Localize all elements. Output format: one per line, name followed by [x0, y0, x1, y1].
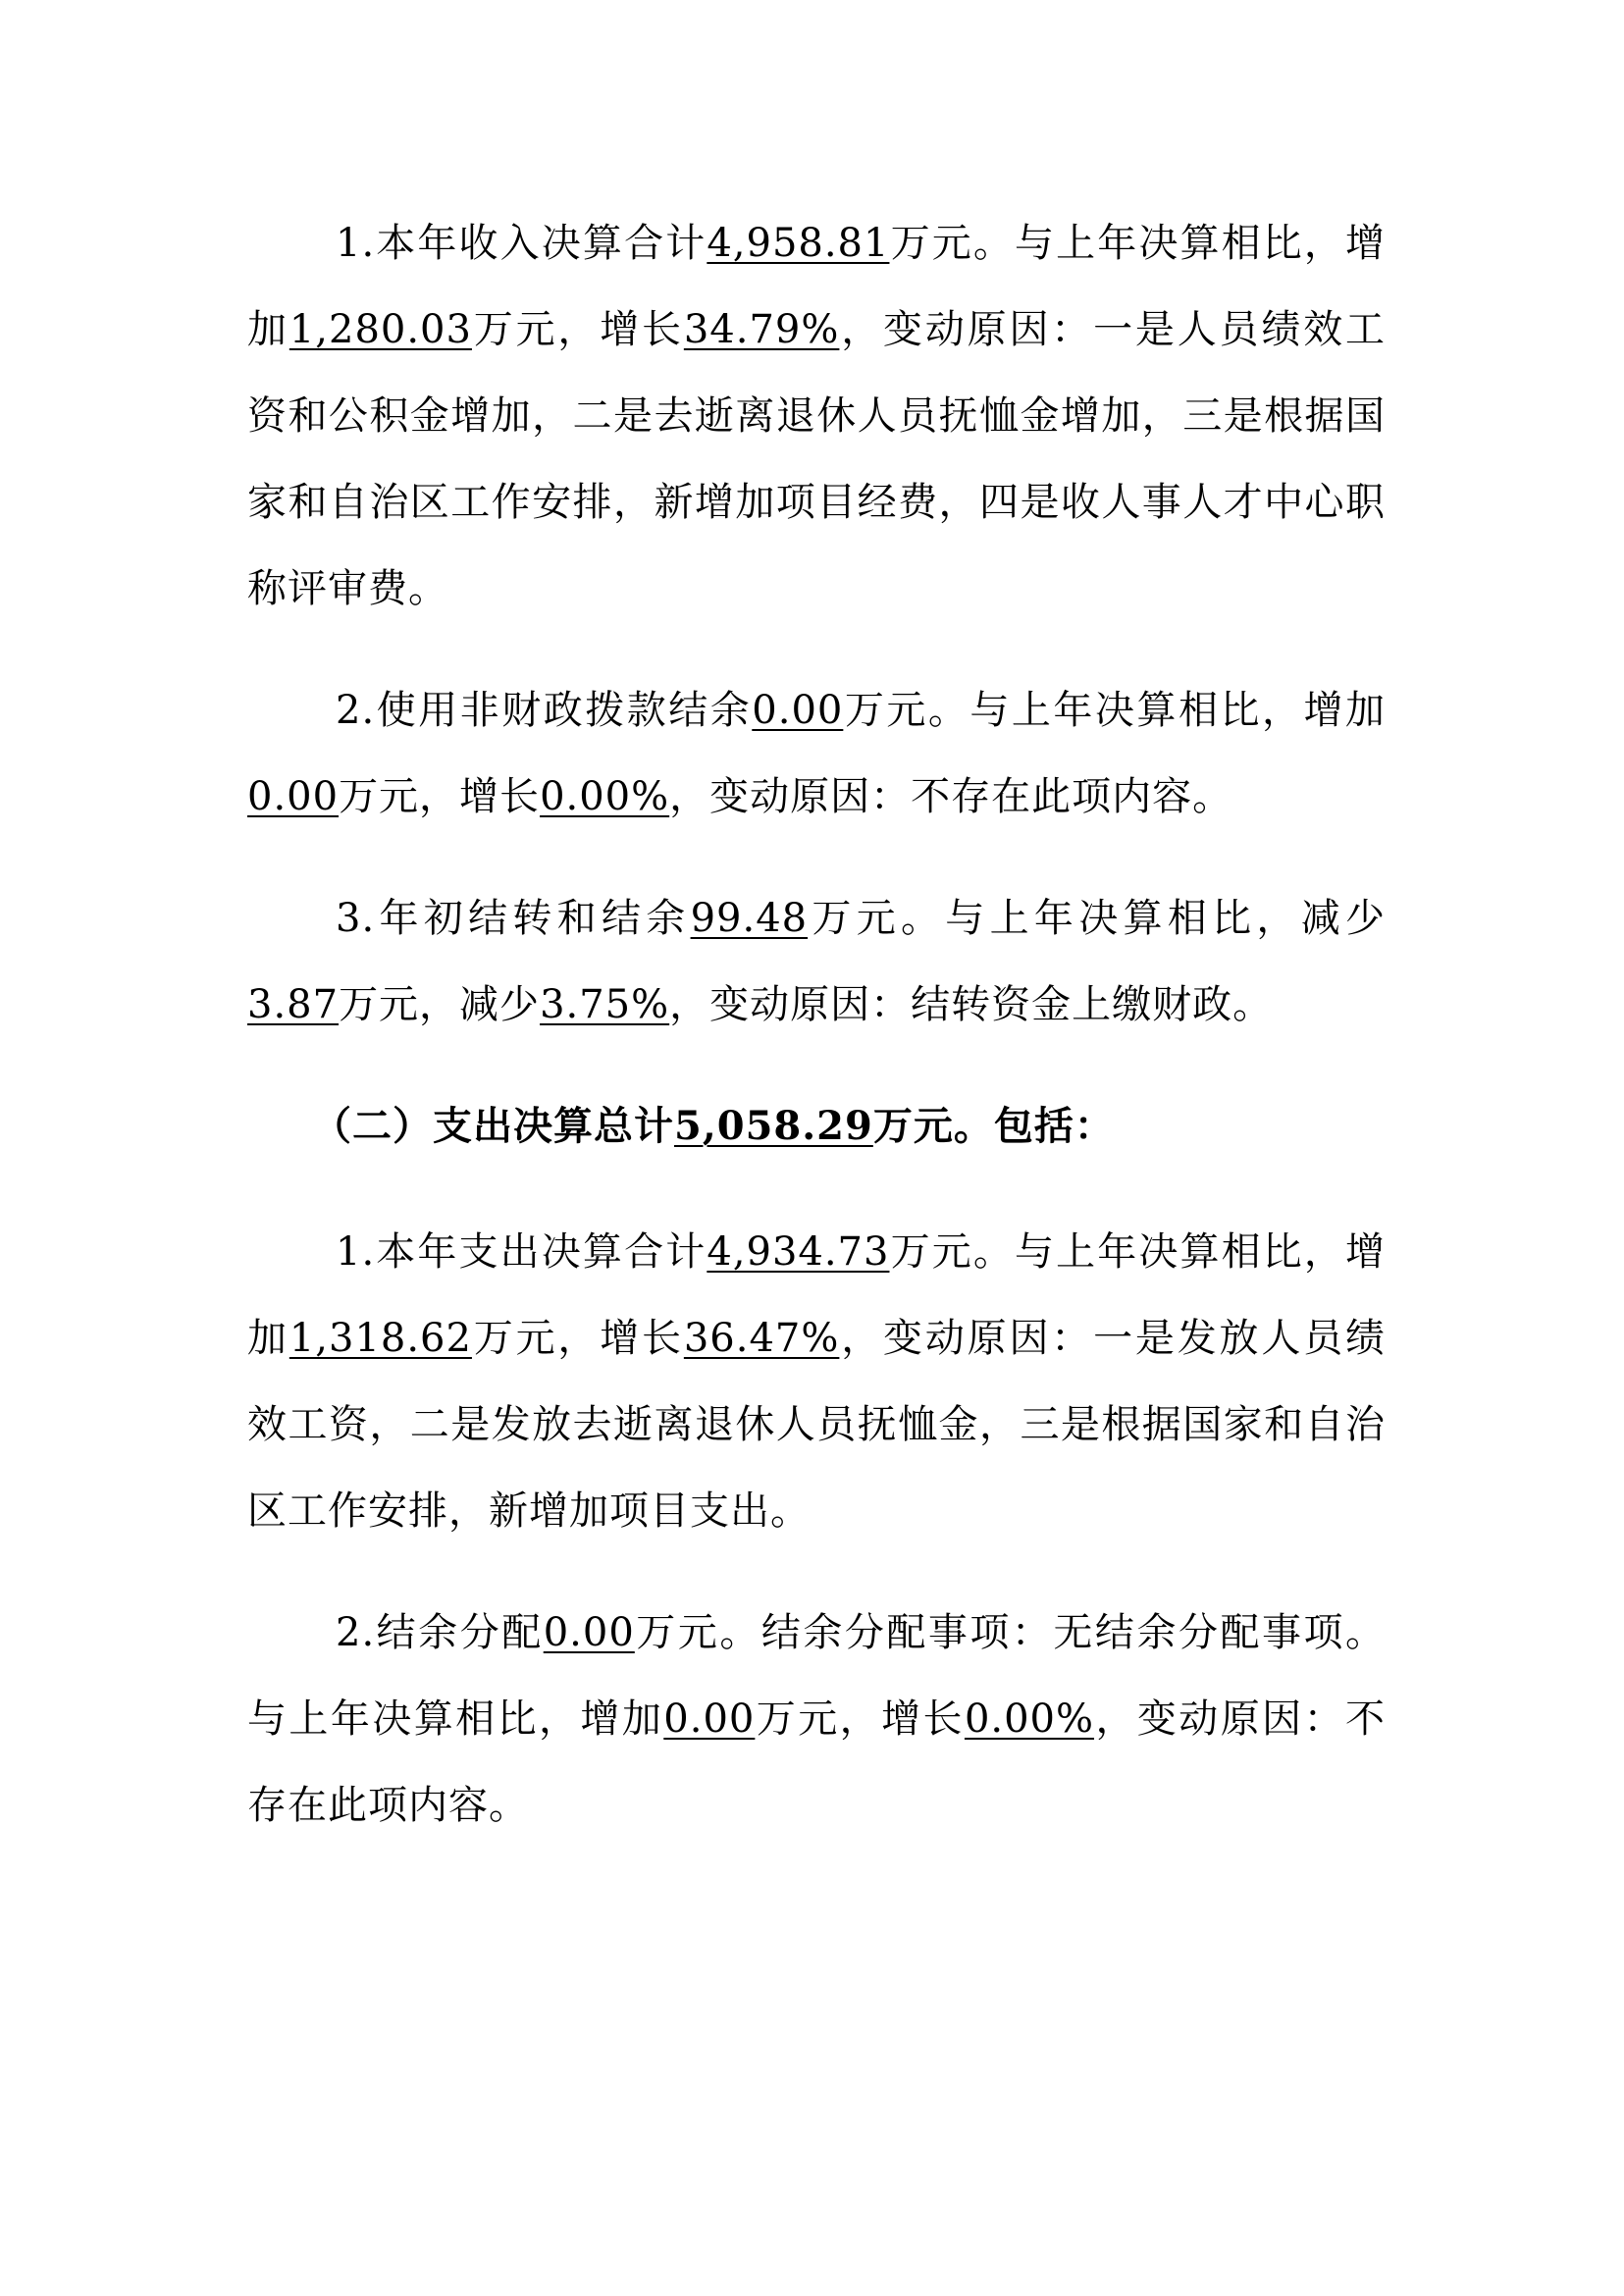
text: 万元。结余分配事项：无结余分配事项。与上年决算相比，增加 — [247, 1610, 1387, 1742]
carryover-value: 99.48 — [690, 896, 809, 941]
text: 万元，增长 — [471, 1316, 684, 1361]
non-fiscal-increase-value: 0.00 — [247, 774, 340, 819]
income-total-value: 4,958.81 — [707, 221, 890, 266]
text: ，变动原因：一是人员绩效工资和公积金增加，二是去逝离退休人员抚恤金增加，三是根据国家和自治区工作安排，新增加项目经费，四是收人事人才中心职称评审费。 — [247, 307, 1387, 611]
text: 万元。与上年决算相比，增加 — [843, 688, 1386, 733]
text: 万元，增长 — [471, 307, 684, 352]
text: 万元。包括： — [872, 1103, 1115, 1149]
income-increase-value: 1,280.03 — [288, 307, 472, 352]
text: 万元，增长 — [339, 774, 541, 819]
carryover-decrease-value: 3.87 — [247, 982, 340, 1027]
expenditure-current-year-paragraph — [247, 1209, 1386, 1554]
text: ，变动原因：结转资金上缴财政。 — [669, 982, 1274, 1027]
text: （二）支出决算总计 — [312, 1103, 674, 1149]
text: ，变动原因：一是发放人员绩效工资，二是发放去逝离退休人员抚恤金，三是根据国家和自治区工作安排，新增加项目支出。 — [247, 1316, 1387, 1534]
expenditure-total-heading — [312, 1083, 1391, 1170]
text: 万元。与上年决算相比，增加 — [247, 1229, 1386, 1361]
surplus-distribution-paragraph — [247, 1590, 1386, 1849]
carryover-decrease-rate: 3.75% — [540, 982, 670, 1027]
non-fiscal-balance-value: 0.00 — [752, 688, 844, 733]
surplus-growth-rate: 0.00% — [964, 1696, 1095, 1742]
text: 万元。与上年决算相比，增加 — [247, 221, 1386, 352]
carryover-balance-paragraph — [247, 875, 1386, 1048]
text: 2.使用非财政拨款结余 — [336, 688, 753, 733]
non-fiscal-growth-rate: 0.00% — [540, 774, 670, 819]
text: 万元，增长 — [755, 1696, 965, 1742]
surplus-distribution-value: 0.00 — [543, 1610, 635, 1655]
expenditure-total-value: 5,058.29 — [674, 1103, 873, 1149]
text: 2.结余分配 — [336, 1610, 544, 1655]
text: 万元。与上年决算相比，减少 — [808, 896, 1387, 941]
text: 1.本年支出决算合计 — [336, 1229, 707, 1275]
expenditure-increase-value: 1,318.62 — [288, 1316, 472, 1361]
text: ，变动原因：不存在此项内容。 — [669, 774, 1233, 819]
non-fiscal-balance-paragraph — [247, 667, 1386, 840]
income-growth-rate: 34.79% — [683, 307, 840, 352]
text: 万元，减少 — [339, 982, 541, 1027]
income-current-year-paragraph — [247, 200, 1386, 632]
expenditure-growth-rate: 36.47% — [683, 1316, 840, 1361]
surplus-increase-value: 0.00 — [663, 1696, 756, 1742]
text: 1.本年收入决算合计 — [336, 221, 707, 266]
text: ，变动原因：不存在此项内容。 — [247, 1696, 1387, 1828]
text: 3.年初结转和结余 — [336, 896, 691, 941]
expenditure-value: 4,934.73 — [707, 1229, 890, 1275]
